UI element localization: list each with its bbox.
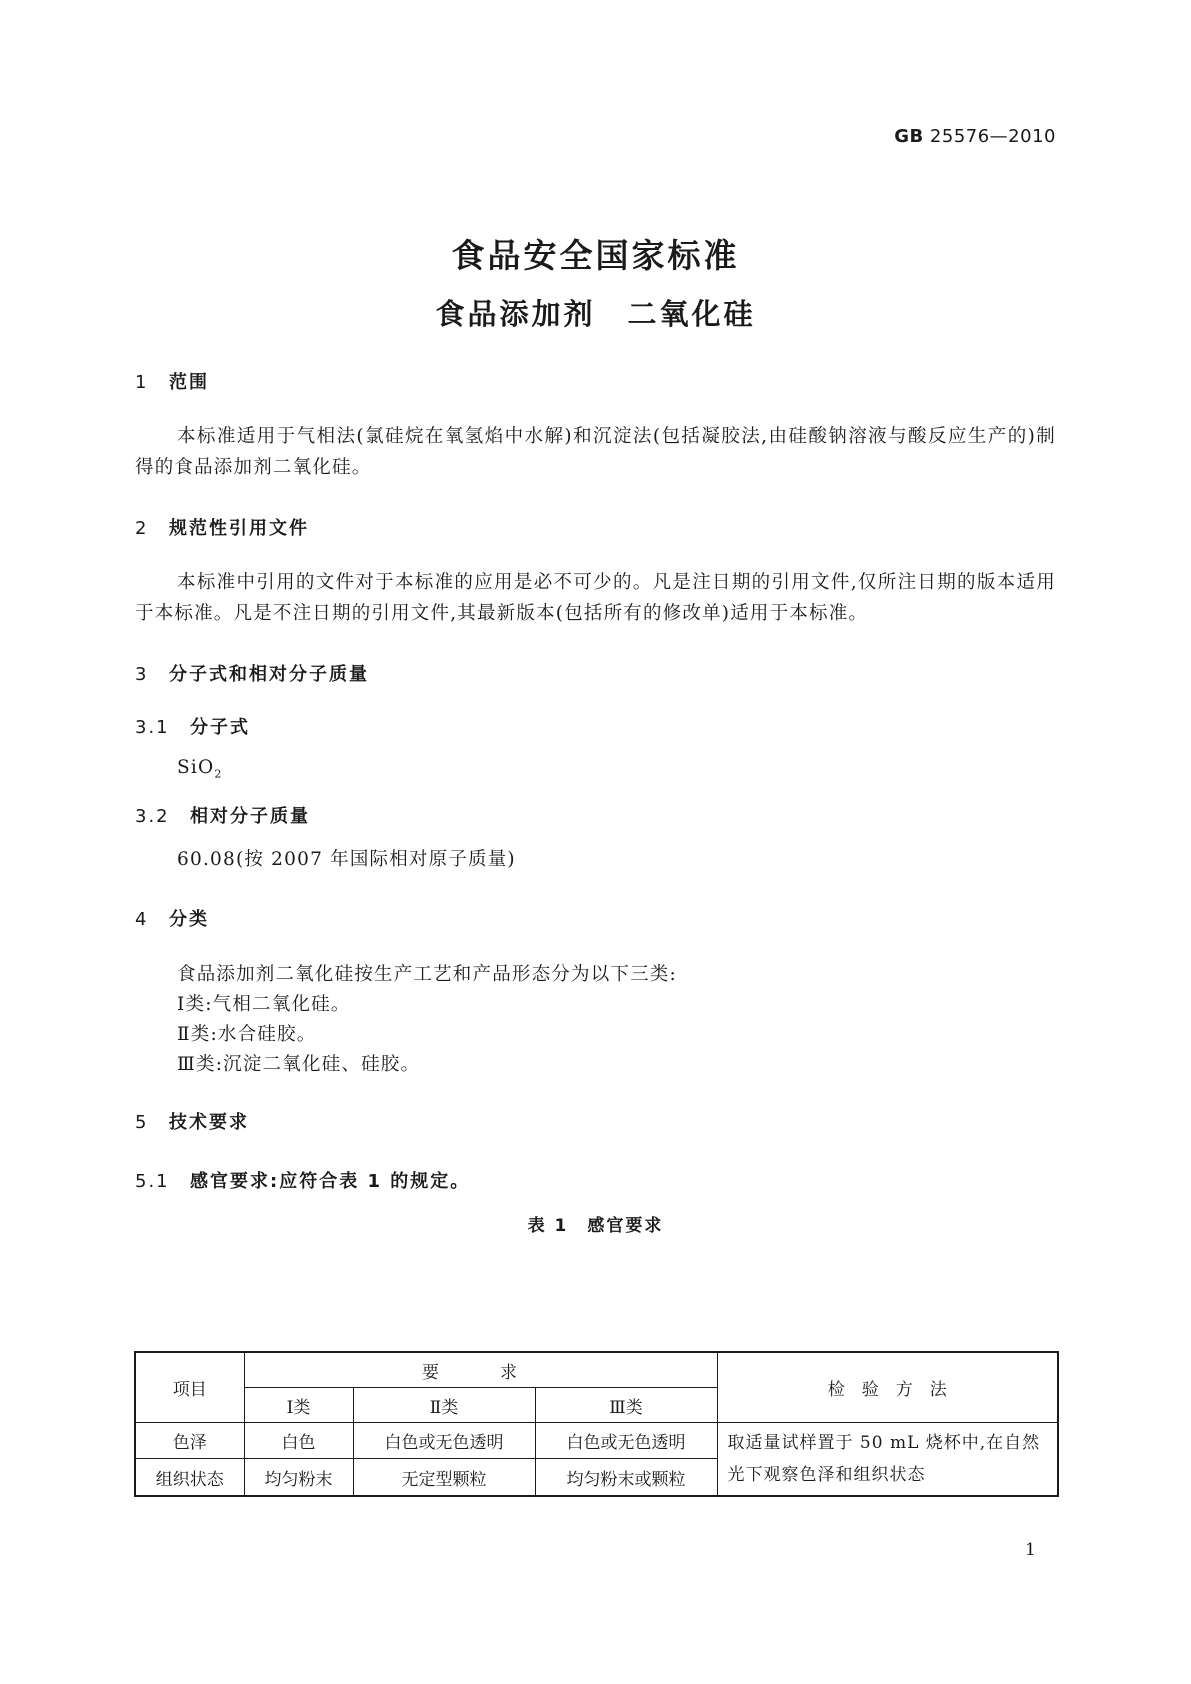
section-title: 规范性引用文件: [169, 518, 309, 539]
section-1-body: 本标准适用于气相法(氯硅烷在氧氢焰中水解)和沉淀法(包括凝胶法,由硅酸钠溶液与酸反应生产的)制得的食品添加剂二氧化硅。: [135, 426, 1056, 478]
page-number: 1: [1025, 1540, 1036, 1560]
class-item: Ⅱ类:水合硅胶。: [177, 1024, 317, 1045]
main-title: 食品安全国家标准: [451, 236, 740, 275]
section-number: 2: [135, 518, 149, 539]
header-type-3: Ⅲ类: [535, 1388, 717, 1423]
section-title: 分类: [169, 909, 209, 930]
row-type-3: 均匀粉末或颗粒: [535, 1459, 717, 1496]
formula-subscript: 2: [214, 767, 223, 781]
header-type-2: Ⅱ类: [353, 1388, 535, 1423]
row-item: 组织状态: [135, 1459, 244, 1496]
header-type-1: Ⅰ类: [244, 1388, 353, 1423]
section-number: 3: [135, 664, 149, 685]
molecular-formula: [177, 757, 223, 781]
section-5-heading: [135, 1108, 249, 1134]
inspection-method: 取适量试样置于 50 mL 烧杯中,在自然光下观察色泽和组织状态: [717, 1423, 1058, 1497]
section-number: 3.1: [135, 717, 170, 738]
section-title: 相对分子质量: [190, 806, 310, 827]
row-type-1: 均匀粉末: [244, 1459, 353, 1496]
row-type-2: 无定型颗粒: [353, 1459, 535, 1496]
section-number: 5: [135, 1112, 149, 1133]
header-requirement: 要 求: [244, 1352, 717, 1388]
section-title: 分子式: [190, 717, 250, 738]
section-title: 范围: [169, 372, 209, 393]
table-caption: 表 1 感官要求: [527, 1216, 664, 1236]
section-number: 4: [135, 909, 149, 930]
section-title: 感官要求:应符合表 1 的规定。: [190, 1171, 471, 1192]
row-type-3: 白色或无色透明: [535, 1423, 717, 1459]
sensory-requirements-table: [134, 1351, 1059, 1497]
formula-base: SiO: [177, 757, 215, 778]
standard-code: 25576—2010: [929, 126, 1056, 147]
document-code: [894, 126, 1056, 147]
standard-prefix: GB: [894, 126, 924, 147]
row-type-2: 白色或无色透明: [353, 1423, 535, 1459]
section-number: 5.1: [135, 1171, 170, 1192]
row-item: 色泽: [135, 1423, 244, 1459]
table-row: [135, 1423, 1058, 1459]
section-4-heading: [135, 905, 209, 931]
classification-intro: 食品添加剂二氧化硅按生产工艺和产品形态分为以下三类:: [177, 964, 677, 985]
section-number: 1: [135, 372, 149, 393]
section-title: 分子式和相对分子质量: [169, 664, 369, 685]
section-2-body: 本标准中引用的文件对于本标准的应用是必不可少的。凡是注日期的引用文件,仅所注日期的版本适用于本标准。凡是不注日期的引用文件,其最新版本(包括所有的修改单)适用于本标准。: [135, 572, 1056, 624]
section-3-heading: [135, 660, 369, 686]
section-3-2-heading: [135, 802, 310, 828]
header-item: 项目: [135, 1352, 244, 1423]
section-number: 3.2: [135, 806, 170, 827]
molecular-mass: 60.08(按 2007 年国际相对原子质量): [177, 849, 516, 870]
sub-title: 食品添加剂 二氧化硅: [435, 297, 756, 331]
row-type-1: 白色: [244, 1423, 353, 1459]
section-5-1-heading: [135, 1167, 470, 1193]
section-1-heading: [135, 368, 209, 394]
header-method: 检 验 方 法: [717, 1352, 1058, 1423]
section-2-heading: [135, 514, 309, 540]
section-title: 技术要求: [169, 1112, 249, 1133]
section-3-1-heading: [135, 713, 250, 739]
class-item: Ⅰ类:气相二氧化硅。: [177, 994, 351, 1015]
class-item: Ⅲ类:沉淀二氧化硅、硅胶。: [177, 1054, 421, 1075]
